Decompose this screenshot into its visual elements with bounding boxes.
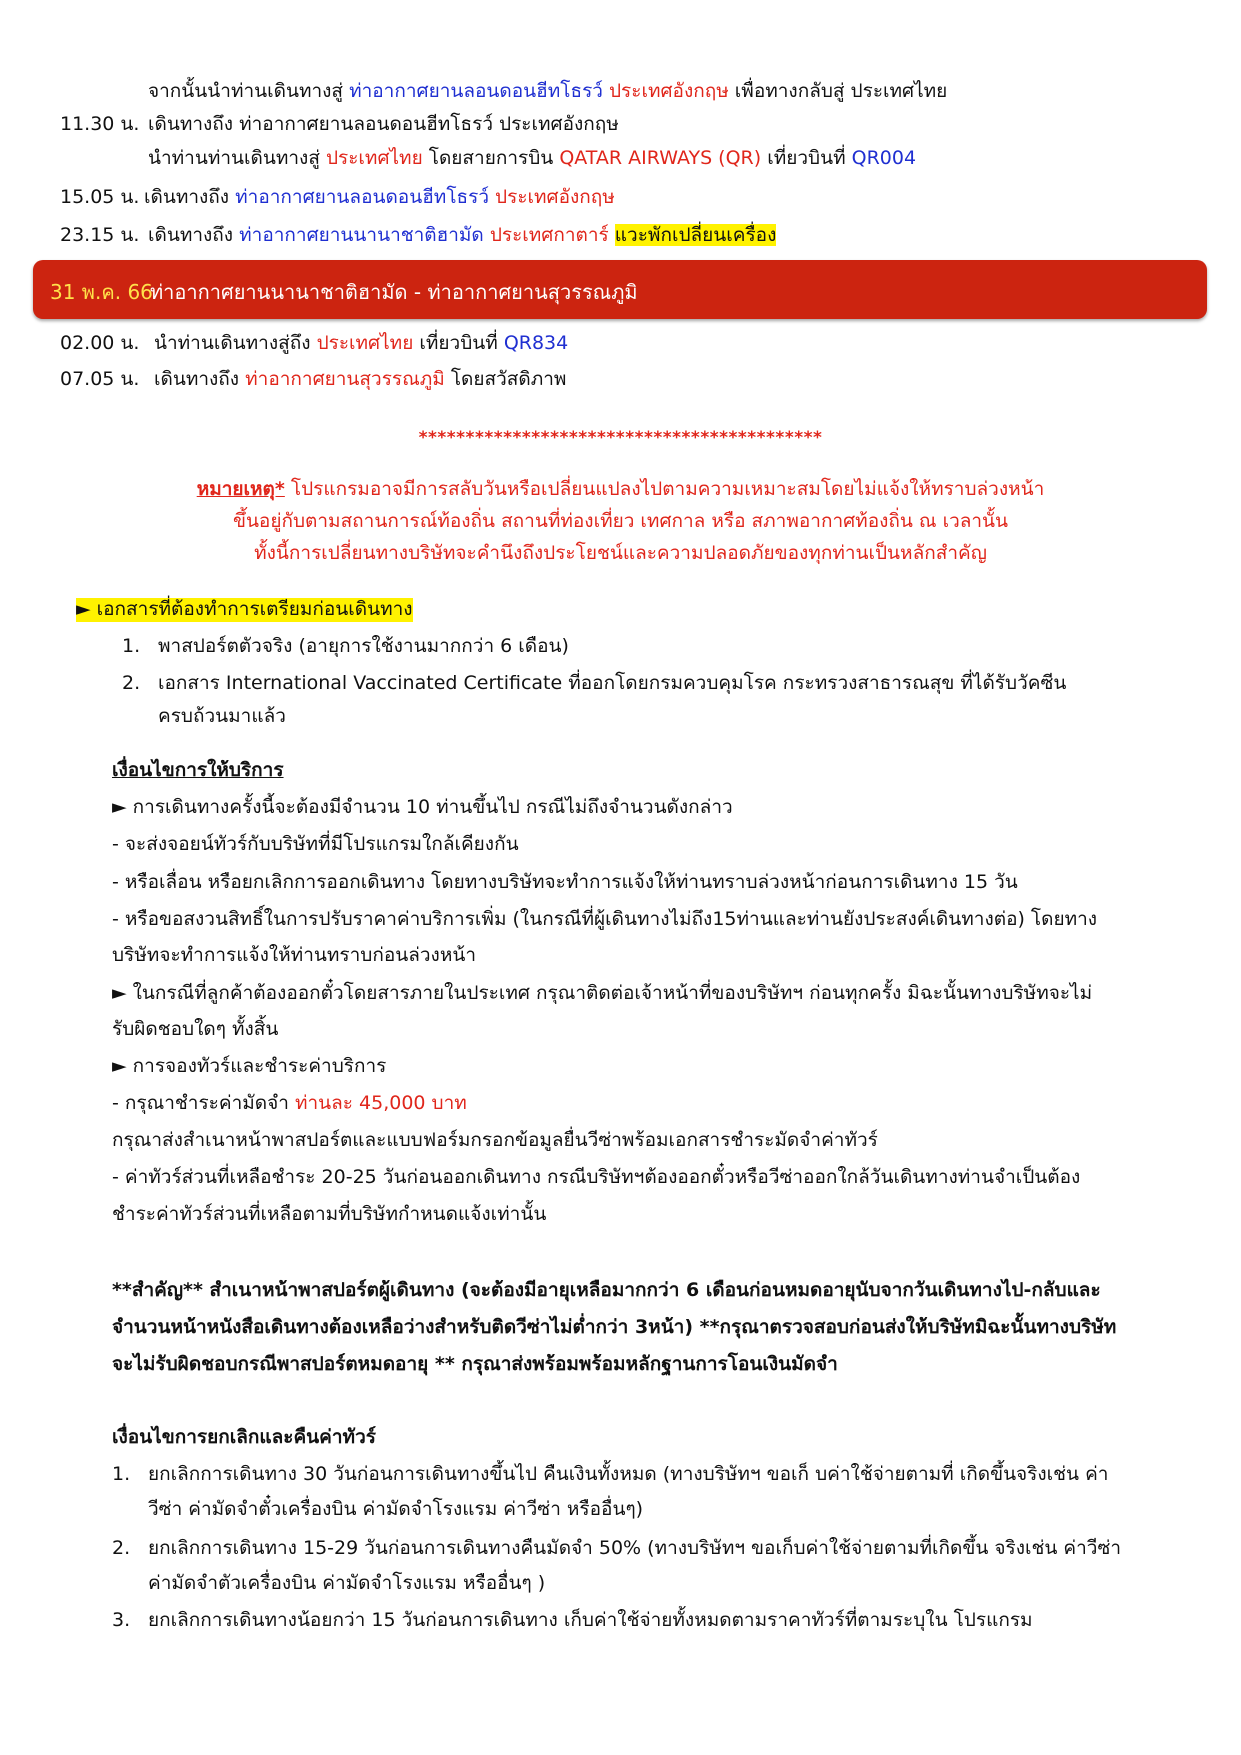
airport-name: ท่าอากาศยานสุวรรณภูมิ [245, 368, 445, 390]
service-line: - ค่าทัวร์ส่วนที่เหลือชำระ 20-25 วันก่อนออกเดินทาง กรณีบริษัทฯต้องออกตั๋วหรือวีซ่าออกใกล้วันเดินทางท่านจำเป็นต้อง [112, 1166, 1081, 1188]
list-number: 1. [112, 1463, 131, 1485]
note-line: ทั้งนี้การเปลี่ยนทางบริษัทจะคำนึงถึงประโยชน์และความปลอดภัยของทุกท่านเป็นหลักสำคัญ [254, 542, 987, 564]
itinerary-time: 23.15 น. [60, 224, 140, 246]
itinerary-text: เดินทางถึง [148, 224, 240, 246]
list-item: ยกเลิกการเดินทางน้อยกว่า 15 วันก่อนการเดินทาง เก็บค่าใช้จ่ายทั้งหมดตามราคาทัวร์ที่ตามระบุใน โปรแกรม [148, 1609, 1033, 1631]
service-line: - จะส่งจอยน์ทัวร์กับบริษัทที่มีโปรแกรมใกล้เคียงกัน [112, 833, 519, 855]
itinerary-text: เดินทางถึง [154, 368, 246, 390]
itinerary-time: 07.05 น. [60, 368, 140, 390]
itinerary-text: โดยสายการบิน [422, 147, 560, 169]
service-heading: เงื่อนไขการให้บริการ [112, 759, 284, 781]
list-item: พาสปอร์ตตัวจริง (อายุการใช้งานมากกว่า 6 เดือน) [158, 635, 569, 657]
deposit-text: - กรุณาชำระค่ามัดจำ [112, 1092, 295, 1114]
airport-name: ท่าอากาศยานนานาชาติฮามัด [239, 224, 490, 246]
service-line: กรุณาส่งสำเนาหน้าพาสปอร์ตและแบบฟอร์มกรอกข้อมูลยื่นวีซ่าพร้อมเอกสารชำระมัดจำค่าทัวร์ [112, 1129, 878, 1151]
country-name: ประเทศไทย [316, 332, 414, 354]
itinerary-text: เดินทางถึง [144, 186, 236, 208]
list-item: ยกเลิกการเดินทาง 30 วันก่อนการเดินทางขึ้นไป คืนเงินทั้งหมด (ทางบริษัทฯ ขอเก็ บค่าใช้จ่ายตามที่ เกิดขึ้นจริงเช่น ค่า [148, 1463, 1109, 1485]
transit-highlight: แวะพักเปลี่ยนเครื่อง [614, 224, 777, 246]
note-text: โปรแกรมอาจมีการสลับวันหรือเปลี่ยนแปลงไปตามความเหมาะสมโดยไม่แจ้งให้ทราบล่วงหน้า [284, 478, 1045, 500]
list-item: ยกเลิกการเดินทาง 15-29 วันก่อนการเดินทางคืนมัดจำ 50% (ทางบริษัทฯ ขอเก็บค่าใช้จ่ายตามที่เกิดขึ้น จริงเช่น ค่าวีซ่า [148, 1537, 1122, 1559]
airport-name: ท่าอากาศยานลอนดอนฮีทโธรว์ [349, 80, 609, 102]
list-item: วีซ่า ค่ามัดจำตั๋วเครื่องบิน ค่ามัดจำโรงแรม ค่าวีซ่า หรืออื่นๆ) [148, 1498, 644, 1520]
service-line: บริษัทจะทำการแจ้งให้ท่านทราบก่อนล่วงหน้า [112, 944, 476, 966]
service-line: ► การเดินทางครั้งนี้จะต้องมีจำนวน 10 ท่านขึ้นไป กรณีไม่ถึงจำนวนดังกล่าว [112, 796, 733, 818]
country-name: ประเทศกาตาร์ [489, 224, 609, 246]
day-banner [33, 260, 1207, 319]
country-name: ประเทศไทย [325, 147, 423, 169]
service-line: ชำระค่าทัวร์ส่วนที่เหลือตามที่บริษัทกำหนดแจ้งเท่านั้น [112, 1203, 547, 1225]
day-banner-date: 31 พ.ค. 66 [50, 280, 153, 304]
itinerary-text: เที่ยวบินที่ [761, 147, 852, 169]
important-line: **สำคัญ** สำเนาหน้าพาสปอร์ตผู้เดินทาง (จะต้องมีอายุเหลือมากกว่า 6 เดือนก่อนหมดอายุนับจากวันเดินทางไป-กลับและ [112, 1279, 1101, 1301]
important-line: จะไม่รับผิดชอบกรณีพาสปอร์ตหมดอายุ ** กรุณาส่งพร้อมพร้อมหลักฐานการโอนเงินมัดจำ [112, 1353, 838, 1375]
itinerary-text: เที่ยวบินที่ [413, 332, 504, 354]
deposit-line [112, 1092, 467, 1116]
list-number: 1. [122, 635, 141, 657]
service-line: ► ในกรณีที่ลูกค้าต้องออกตั๋วโดยสารภายในประเทศ กรุณาติดต่อเจ้าหน้าที่ของบริษัทฯ ก่อนทุกครั้ง มิฉะนั้นทางบริษัทจะไม่ [112, 982, 1093, 1004]
itinerary-row [154, 368, 566, 392]
itinerary-text: นำท่านเดินทางสู่ถึง [154, 332, 317, 354]
list-item: ค่ามัดจำตัวเครื่องบิน ค่ามัดจำโรงแรม หรืออื่นๆ ) [148, 1572, 546, 1594]
list-number: 2. [112, 1537, 131, 1559]
itinerary-time: 15.05 น. [60, 186, 140, 208]
itinerary-time: 02.00 น. [60, 332, 140, 354]
itinerary-text: จากนั้นนำท่านเดินทางสู่ [148, 80, 350, 102]
flight-number: QR834 [503, 332, 569, 354]
note-line: ขึ้นอยู่กับตามสถานการณ์ท้องถิ่น สถานที่ท่องเที่ยว เทศกาล หรือ สภาพอากาศท้องถิ่น ณ เวลานั้น [232, 510, 1009, 532]
day-banner-title: ท่าอากาศยานนานาชาติฮามัด - ท่าอากาศยานสุวรรณภูมิ [150, 280, 638, 304]
itinerary-text: เพื่อทางกลับสู่ ประเทศไทย [728, 80, 948, 102]
country-name: ประเทศอังกฤษ [495, 186, 615, 208]
country-name: ประเทศอังกฤษ [608, 80, 729, 102]
airline-name: QATAR AIRWAYS (QR) [559, 147, 762, 169]
itinerary-row [154, 332, 568, 356]
service-line: ► การจองทัวร์และชำระค่าบริการ [112, 1055, 387, 1077]
itinerary-row [144, 186, 615, 210]
note-label: หมายเหตุ* [196, 478, 285, 500]
documents-heading: ► เอกสารที่ต้องทำการเตรียมก่อนเดินทาง [76, 598, 413, 620]
itinerary-text [609, 224, 615, 246]
itinerary-row [148, 224, 776, 248]
list-item: ครบถ้วนมาแล้ว [158, 705, 286, 727]
itinerary-text: เดินทางถึง ท่าอากาศยานลอนดอนฮีทโธรว์ ประเทศอังกฤษ [148, 113, 619, 135]
important-line: จำนวนหน้าหนังสือเดินทางต้องเหลือว่างสำหรับติดวีซ่าไม่ต่ำกว่า 3หน้า) **กรุณาตรวจสอบก่อนส่งให้บริษัทมิฉะนั้นทางบริษัท [112, 1316, 1117, 1338]
service-line: รับผิดชอบใดๆ ทั้งสิ้น [112, 1018, 279, 1040]
itinerary-text: นำท่านท่านเดินทางสู่ [148, 147, 326, 169]
itinerary-text: โดยสวัสดิภาพ [444, 368, 567, 390]
note-line [0, 474, 1241, 504]
service-line: - หรือเลื่อน หรือยกเลิกการออกเดินทาง โดยทางบริษัทจะทำการแจ้งให้ท่านทราบล่วงหน้าก่อนการเดินทาง 15 วัน [112, 871, 1018, 893]
cancellation-heading: เงื่อนไขการยกเลิกและคืนค่าทัวร์ [112, 1426, 376, 1448]
service-line: - หรือขอสงวนสิทธิ์ในการปรับราคาค่าบริการเพิ่ม (ในกรณีที่ผู้เดินทางไม่ถึง15ท่านและท่านยังประสงค์เดินทางต่อ) โดยทาง [112, 908, 1098, 930]
itinerary-row [148, 80, 947, 104]
list-number: 2. [122, 672, 141, 694]
itinerary-time: 11.30 น. [60, 113, 140, 135]
asterisk-divider: ******************************************* [418, 428, 823, 448]
itinerary-row [148, 147, 916, 171]
list-number: 3. [112, 1609, 131, 1631]
list-item: เอกสาร International Vaccinated Certificate ที่ออกโดยกรมควบคุมโรค กระทรวงสาธารณสุข ที่ได้รับวัคซีน [158, 672, 1067, 694]
airport-name: ท่าอากาศยานลอนดอนฮีทโธรว์ [235, 186, 496, 208]
flight-number: QR004 [851, 147, 917, 169]
deposit-amount: ท่านละ 45,000 บาท [294, 1092, 467, 1114]
